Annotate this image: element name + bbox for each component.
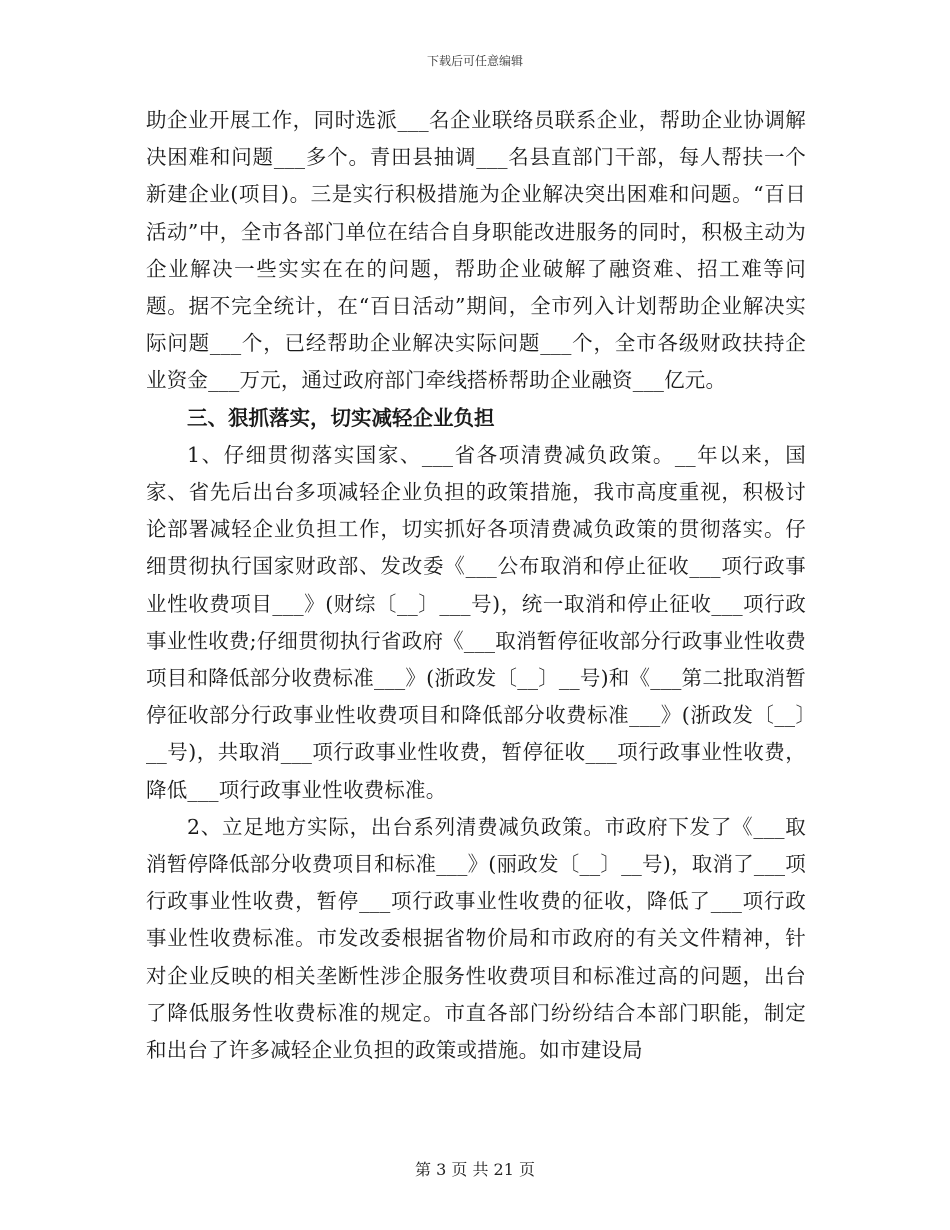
paragraph-item-2: 2、立足地方实际，出台系列清费减负政策。市政府下发了《___取消暂停降低部分收费项目和标准___》(丽政发〔__〕__号)，取消了___项行政事业性收费，暂停___项行政事业性收费的征收，降低了___项行政事业性收费标准。市发改委根据省物价局和市政府的有关文件精神，针对企业反映的相关垄断性涉企服务性收费项目和标准过高的问题，出台了降低服务性收费标准的规定。市直各部门纷纷结合本部门职能，制定和出台了许多减轻企业负担的政策或措施。如市建设局 — [146, 814, 806, 1063]
page-footer: 第 3 页 共 21 页 — [415, 1160, 535, 1179]
section-heading: 三、狠抓落实，切实减轻企业负担 — [187, 405, 495, 430]
page-header: 下载后可任意编辑 — [426, 54, 523, 68]
paragraph-item-1: 1、仔细贯彻落实国家、___省各项清费减负政策。__年以来，国家、省先后出台多项减轻企业负担的政策措施，我市高度重视，积极讨论部署减轻企业负担工作，切实抓好各项清费减负政策的贯彻落实。仔细贯彻执行国家财政部、发改委《___公布取消和停止征收___项行政事业性收费项目___》(财综〔__〕___号)，统一取消和停止征收___项行政事业性收费;仔细贯彻执行省政府《___取消暂停征收部分行政事业性收费项目和降低部分收费标准___》(浙政发〔__〕__号)和《___第二批取消暂停征收部分行政事业性收费项目和降低部分收费标准___》(浙政发〔__〕__号)，共取消___项行政事业性收费，暂停征收___项行政事业性收费，降低___项行政事业性收费标准。 — [146, 442, 806, 802]
document-body — [146, 102, 806, 1069]
paragraph-continued: 助企业开展工作，同时选派___名企业联络员联系企业，帮助企业协调解决困难和问题___多个。青田县抽调___名县直部门干部，每人帮扶一个新建企业(项目)。三是实行积极措施为企业解决突出困难和问题。“百日活动”中，全市各部门单位在结合自身职能改进服务的同时，积极主动为企业解决一些实实在在的问题，帮助企业破解了融资难、招工难等问题。据不完全统计，在“百日活动”期间，全市列入计划帮助企业解决实际问题___个，已经帮助企业解决实际问题___个，全市各级财政扶持企业资金___万元，通过政府部门牵线搭桥帮助企业融资___亿元。 — [146, 108, 806, 393]
